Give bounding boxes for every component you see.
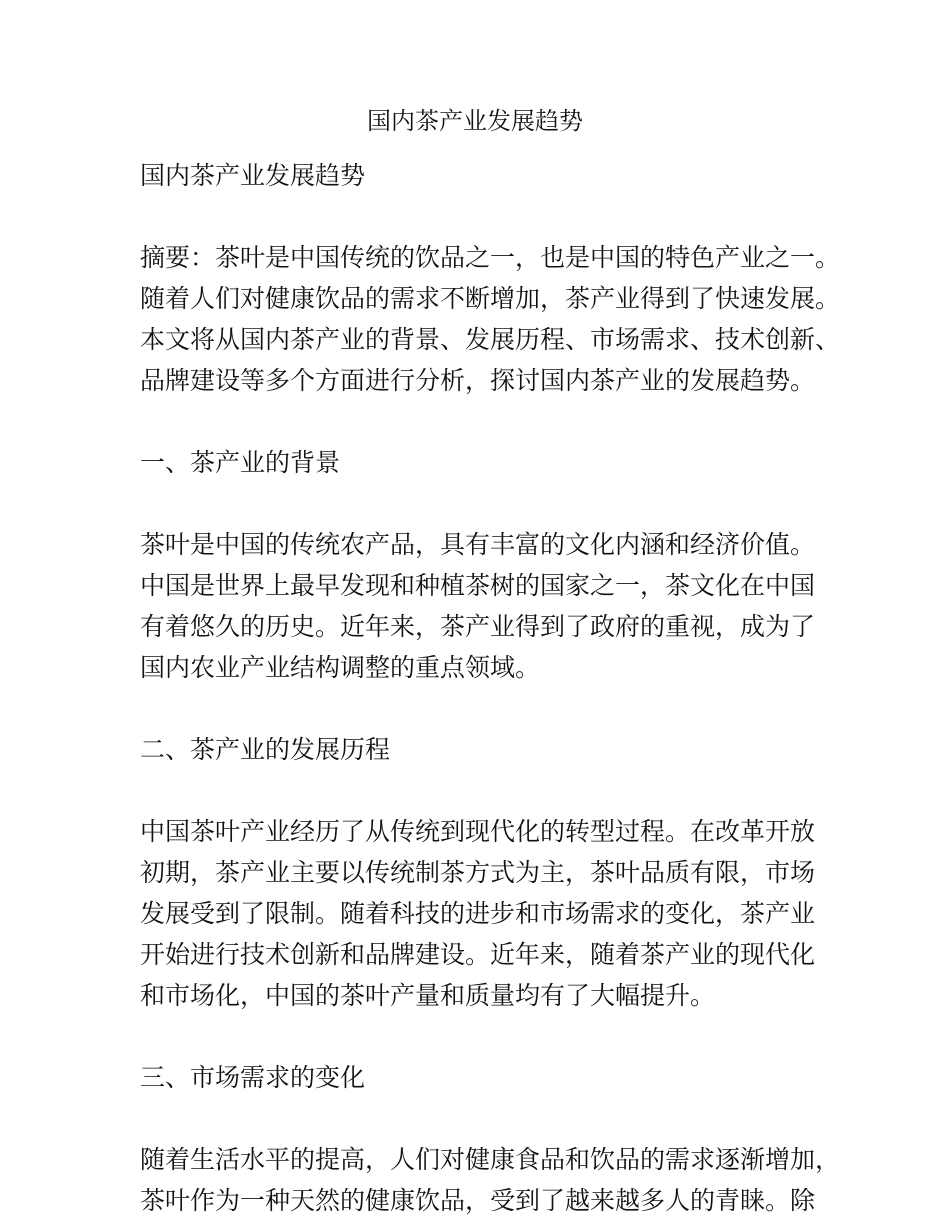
section-heading-background: 一、茶产业的背景 [140,448,341,477]
paragraph-line: 茶叶作为一种天然的健康饮品，受到了越来越多人的青睐。除 [140,1186,816,1215]
abstract-line: 品牌建设等多个方面进行分析，探讨国内茶产业的发展趋势。 [140,366,816,395]
paragraph-line: 随着生活水平的提高，人们对健康食品和饮品的需求逐渐增加， [140,1145,841,1174]
subtitle: 国内茶产业发展趋势 [140,161,366,190]
paragraph-line: 国内农业产业结构调整的重点领域。 [140,653,541,682]
spacer [140,688,840,729]
paragraph-line: 有着悠久的历史。近年来，茶产业得到了政府的重视，成为了 [140,612,816,641]
paragraph-line: 中国是世界上最早发现和种植茶树的国家之一，茶文化在中国 [140,571,816,600]
paragraph-line: 初期，茶产业主要以传统制茶方式为主，茶叶品质有限，市场 [140,858,816,887]
abstract-line: 随着人们对健康饮品的需求不断增加，茶产业得到了快速发展。 [140,284,841,313]
paragraph-line: 中国茶叶产业经历了从传统到现代化的转型过程。在改革开放 [140,817,816,846]
spacer [140,1016,840,1057]
section-history-paragraph [140,811,840,1016]
spacer [140,401,840,442]
abstract-paragraph [140,237,840,401]
page-title: 国内茶产业发展趋势 [367,107,583,135]
paragraph-line: 和市场化，中国的茶叶产量和质量均有了大幅提升。 [140,981,716,1010]
abstract-line: 摘要：茶叶是中国传统的饮品之一，也是中国的特色产业之一。 [140,243,841,272]
spacer [140,483,840,524]
section-heading-market: 三、市场需求的变化 [140,1063,366,1092]
document-body [140,155,840,1221]
spacer [140,770,840,811]
paragraph-line: 发展受到了限制。随着科技的进步和市场需求的变化，茶产业 [140,899,816,928]
spacer [140,1098,840,1139]
section-background-paragraph [140,524,840,688]
paragraph-line: 茶叶是中国的传统农产品，具有丰富的文化内涵和经济价值。 [140,530,816,559]
section-heading-history: 二、茶产业的发展历程 [140,735,391,764]
spacer [140,196,840,237]
section-market-paragraph [140,1139,840,1221]
abstract-line: 本文将从国内茶产业的背景、发展历程、市场需求、技术创新、 [140,325,841,354]
paragraph-line: 开始进行技术创新和品牌建设。近年来，随着茶产业的现代化 [140,940,816,969]
